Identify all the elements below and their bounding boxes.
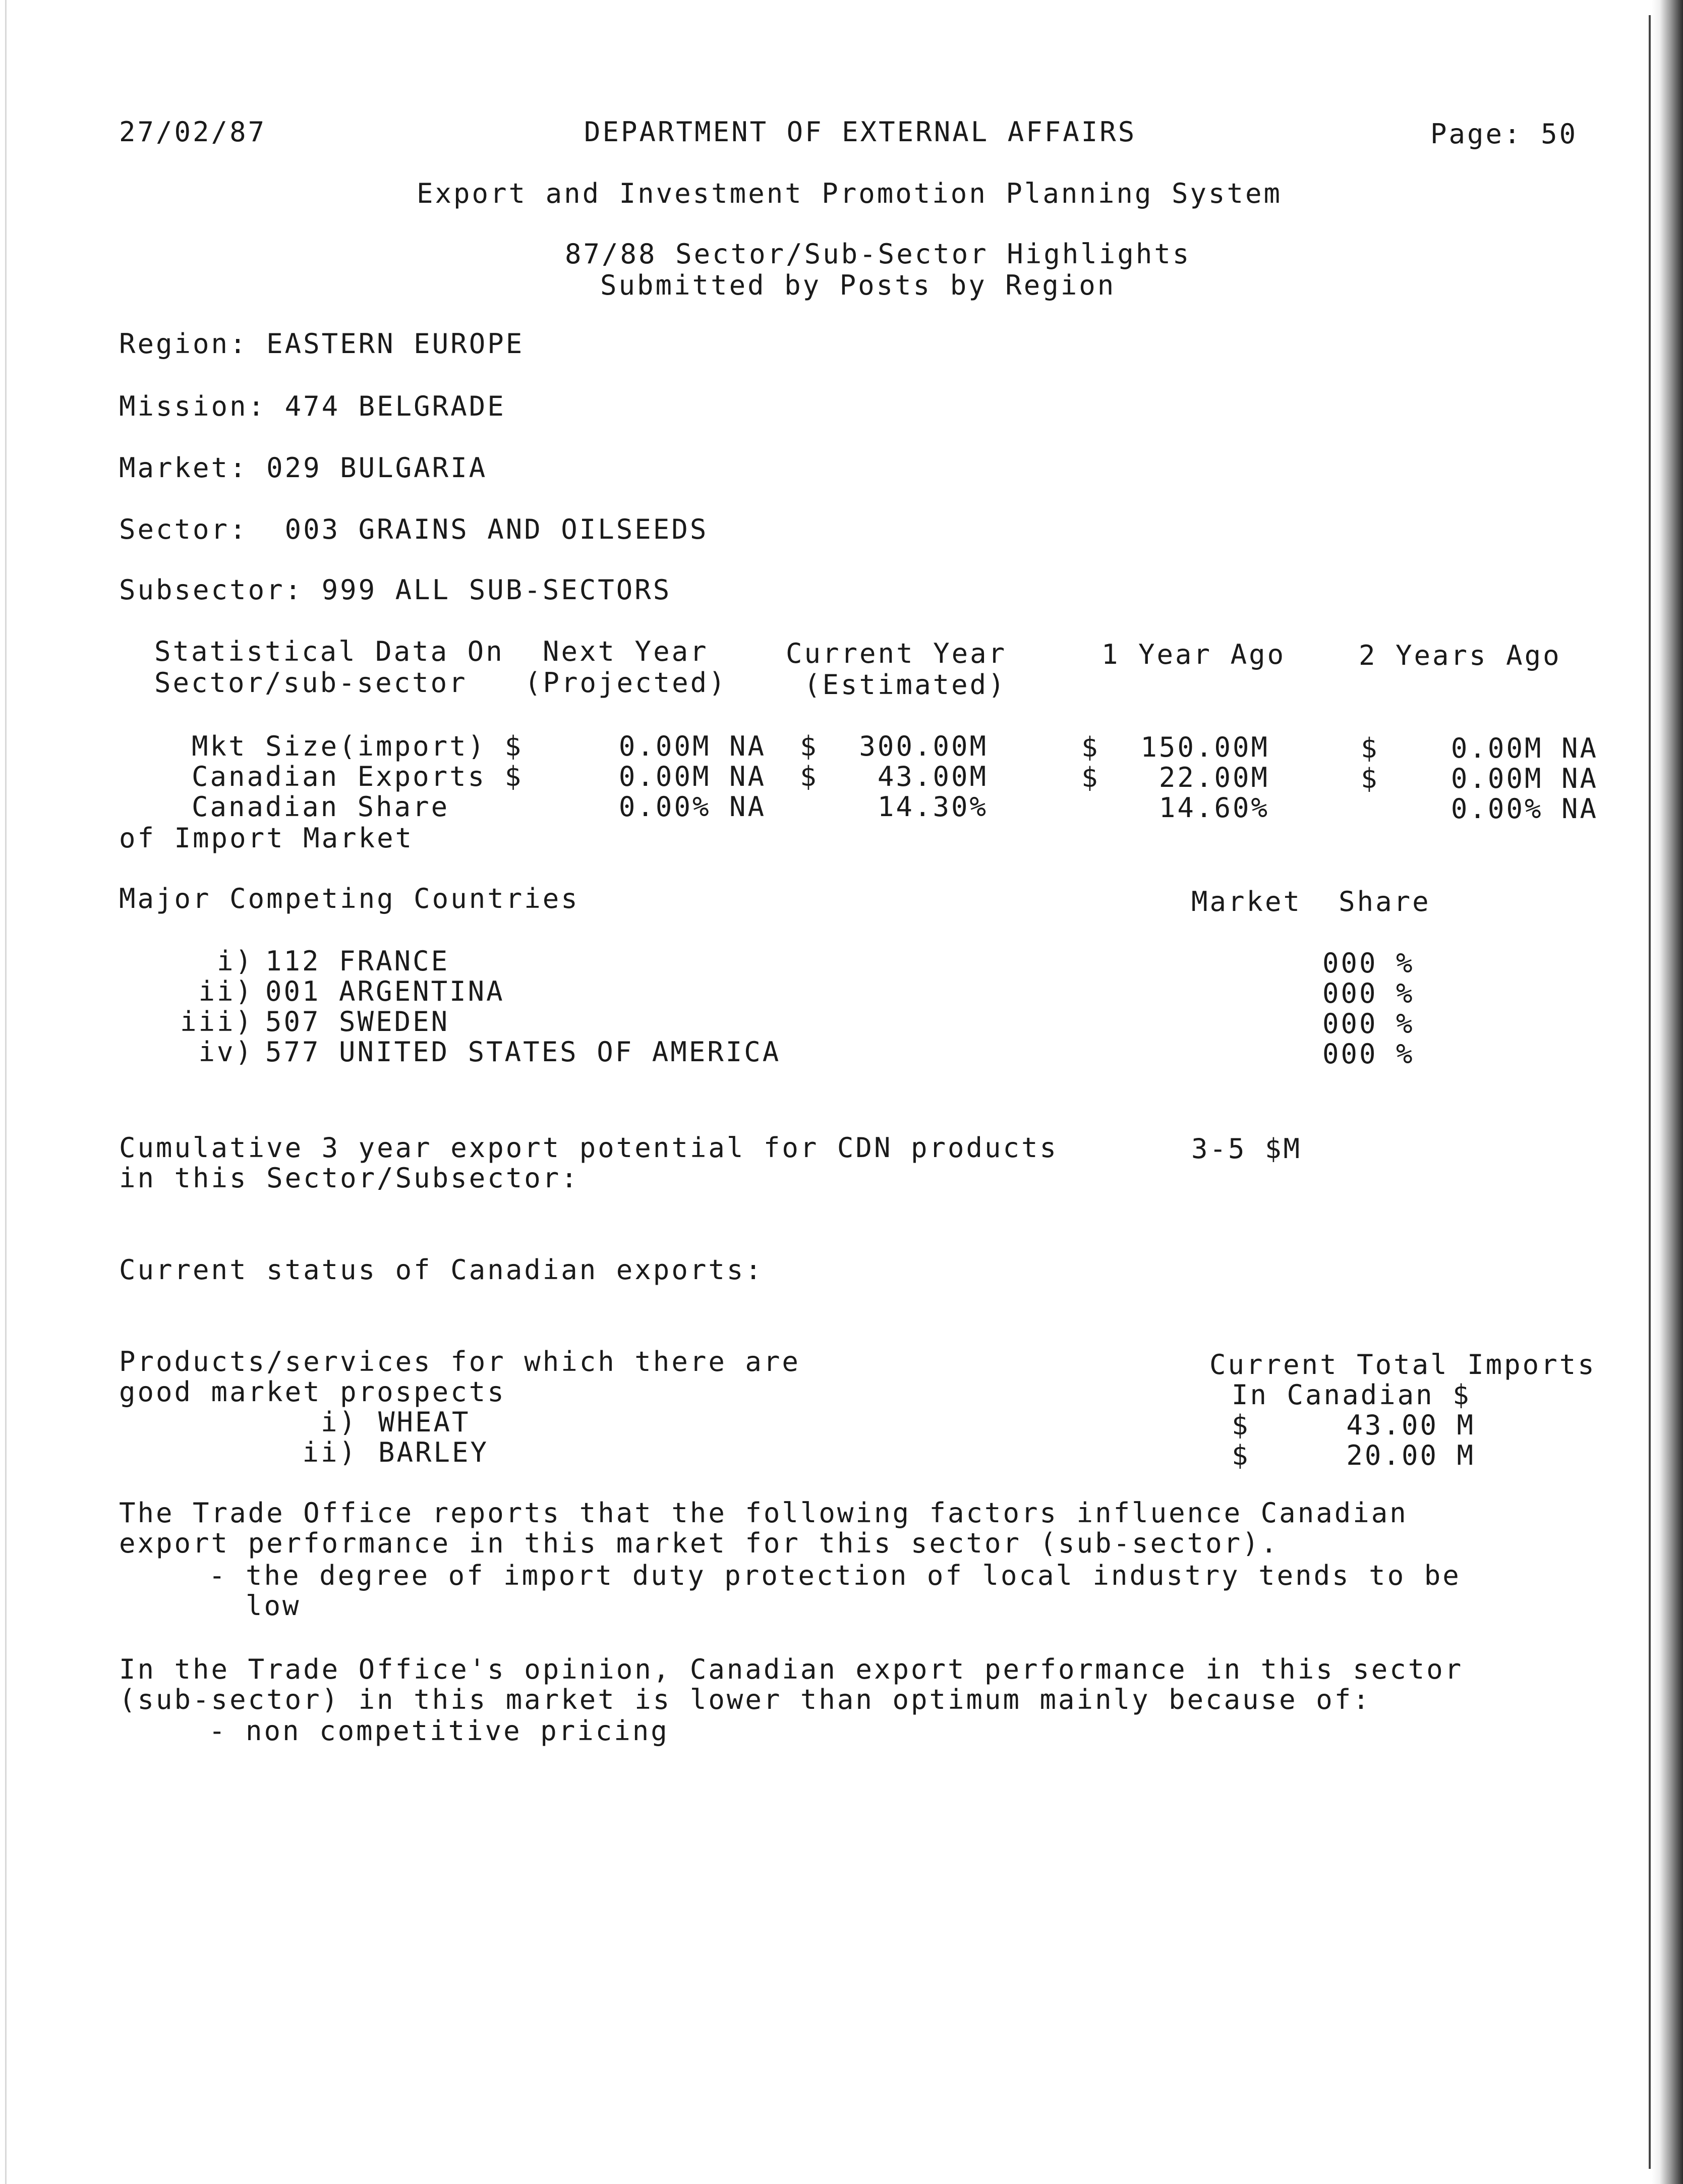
stats-one-year-value: 22.00M	[1158, 762, 1269, 793]
report-subtitle: Submitted by Posts by Region	[600, 269, 1116, 301]
stats-currency-symbol: $	[800, 730, 819, 762]
factors-line-1: The Trade Office reports that the following factors influence Canadian	[119, 1497, 1408, 1529]
product-name: WHEAT	[378, 1406, 471, 1438]
market-field: Market: 029 BULGARIA	[119, 452, 488, 484]
product-currency-symbol: $	[1232, 1440, 1250, 1471]
product-number: i)	[320, 1406, 358, 1438]
stats-currency-symbol: $	[1361, 763, 1379, 794]
report-date: 27/02/87	[119, 116, 267, 148]
stats-label-header-1: Statistical Data On	[154, 636, 504, 667]
product-number: ii)	[302, 1436, 358, 1468]
stats-row-label: Mkt Size(import) $	[192, 730, 524, 762]
opinion-bullet: - non competitive pricing	[209, 1715, 669, 1747]
product-name: BARLEY	[378, 1436, 489, 1468]
stats-one-year-value: 150.00M	[1140, 731, 1269, 763]
stats-current-value: 14.30%	[877, 791, 988, 823]
stats-label-header-2: Sector/sub-sector	[154, 667, 468, 699]
stats-current-value: 300.00M	[859, 730, 988, 762]
current-status-label: Current status of Canadian exports:	[119, 1254, 764, 1286]
products-line-1: Products/services for which there are	[119, 1346, 800, 1377]
sector-field: Sector: 003 GRAINS AND OILSEEDS	[119, 513, 709, 545]
export-potential-line-2: in this Sector/Subsector:	[119, 1162, 579, 1194]
competitor-number: iii)	[180, 1006, 254, 1038]
products-line-2: good market prospects	[119, 1376, 506, 1408]
report-title: 87/88 Sector/Sub-Sector Highlights	[565, 238, 1191, 270]
stats-currency-symbol: $	[1081, 762, 1100, 793]
scan-right-edge	[1652, 0, 1683, 2184]
stats-one-year-value: 14.60%	[1158, 792, 1269, 824]
imports-subheading: In Canadian $	[1232, 1379, 1471, 1411]
factors-bullet: - the degree of import duty protection of local industry tends to be	[209, 1560, 1461, 1591]
col-one-year-ago: 1 Year Ago	[1101, 639, 1286, 670]
factors-line-2: export performance in this market for this sector (sub-sector).	[119, 1527, 1280, 1559]
scan-left-edge	[5, 0, 7, 2184]
export-potential-value: 3-5 $M	[1191, 1133, 1302, 1165]
system-title: Export and Investment Promotion Planning System	[417, 178, 1283, 209]
stats-next-value: 0.00M NA	[618, 730, 766, 762]
stats-currency-symbol: $	[1081, 731, 1100, 763]
stats-currency-symbol: $	[1361, 732, 1379, 764]
competitor-name: 112 FRANCE	[265, 945, 450, 977]
mission-field: Mission: 474 BELGRADE	[119, 390, 506, 422]
factors-bullet-continuation: low	[209, 1590, 301, 1622]
department-title: DEPARTMENT OF EXTERNAL AFFAIRS	[584, 116, 1137, 148]
opinion-line-1: In the Trade Office's opinion, Canadian export performance in this sector	[119, 1653, 1464, 1685]
stats-row-label: Canadian Exports $	[192, 761, 524, 792]
product-currency-symbol: $	[1232, 1409, 1250, 1441]
competitor-name: 577 UNITED STATES OF AMERICA	[265, 1036, 781, 1068]
col-current-year: Current Year	[786, 638, 1007, 669]
region-field: Region: EASTERN EUROPE	[119, 328, 525, 360]
stats-current-value: 43.00M	[877, 761, 988, 792]
scan-binding-line	[1649, 15, 1651, 2169]
competitor-name: 001 ARGENTINA	[265, 975, 505, 1007]
product-import-value: 20.00 M	[1346, 1440, 1475, 1471]
col-two-years-ago: 2 Years Ago	[1359, 640, 1561, 671]
stats-row-label: Canadian Share	[192, 791, 450, 823]
stats-two-years-value: 0.00M NA	[1450, 732, 1598, 764]
competitor-share: 000 %	[1322, 1038, 1415, 1070]
competitor-share: 000 %	[1322, 947, 1415, 979]
stats-next-value: 0.00% NA	[618, 791, 766, 823]
competitor-number: i)	[216, 945, 254, 977]
stats-next-value: 0.00M NA	[618, 761, 766, 792]
market-share-heading: Market Share	[1191, 886, 1431, 917]
stats-two-years-value: 0.00% NA	[1450, 793, 1598, 825]
competitor-share: 000 %	[1322, 978, 1415, 1009]
competitor-number: ii)	[198, 975, 254, 1007]
export-potential-line-1: Cumulative 3 year export potential for CDN products	[119, 1132, 1059, 1164]
stats-currency-symbol: $	[800, 761, 819, 792]
competitor-name: 507 SWEDEN	[265, 1006, 450, 1038]
competitor-number: iv)	[198, 1036, 254, 1068]
subsector-field: Subsector: 999 ALL SUB-SECTORS	[119, 574, 672, 606]
imports-heading: Current Total Imports	[1209, 1349, 1596, 1381]
competitors-heading: Major Competing Countries	[119, 883, 579, 914]
stats-row-label-continuation: of Import Market	[119, 822, 414, 854]
opinion-line-2: (sub-sector) in this market is lower than optimum mainly because of:	[119, 1684, 1371, 1715]
product-import-value: 43.00 M	[1346, 1409, 1475, 1441]
page-number: Page: 50	[1430, 118, 1578, 150]
competitor-share: 000 %	[1322, 1008, 1415, 1040]
col-current-year-sub: (Estimated)	[804, 669, 1007, 701]
col-next-year-sub: (Projected)	[525, 667, 727, 699]
col-next-year: Next Year	[543, 636, 709, 667]
stats-two-years-value: 0.00M NA	[1450, 763, 1598, 794]
